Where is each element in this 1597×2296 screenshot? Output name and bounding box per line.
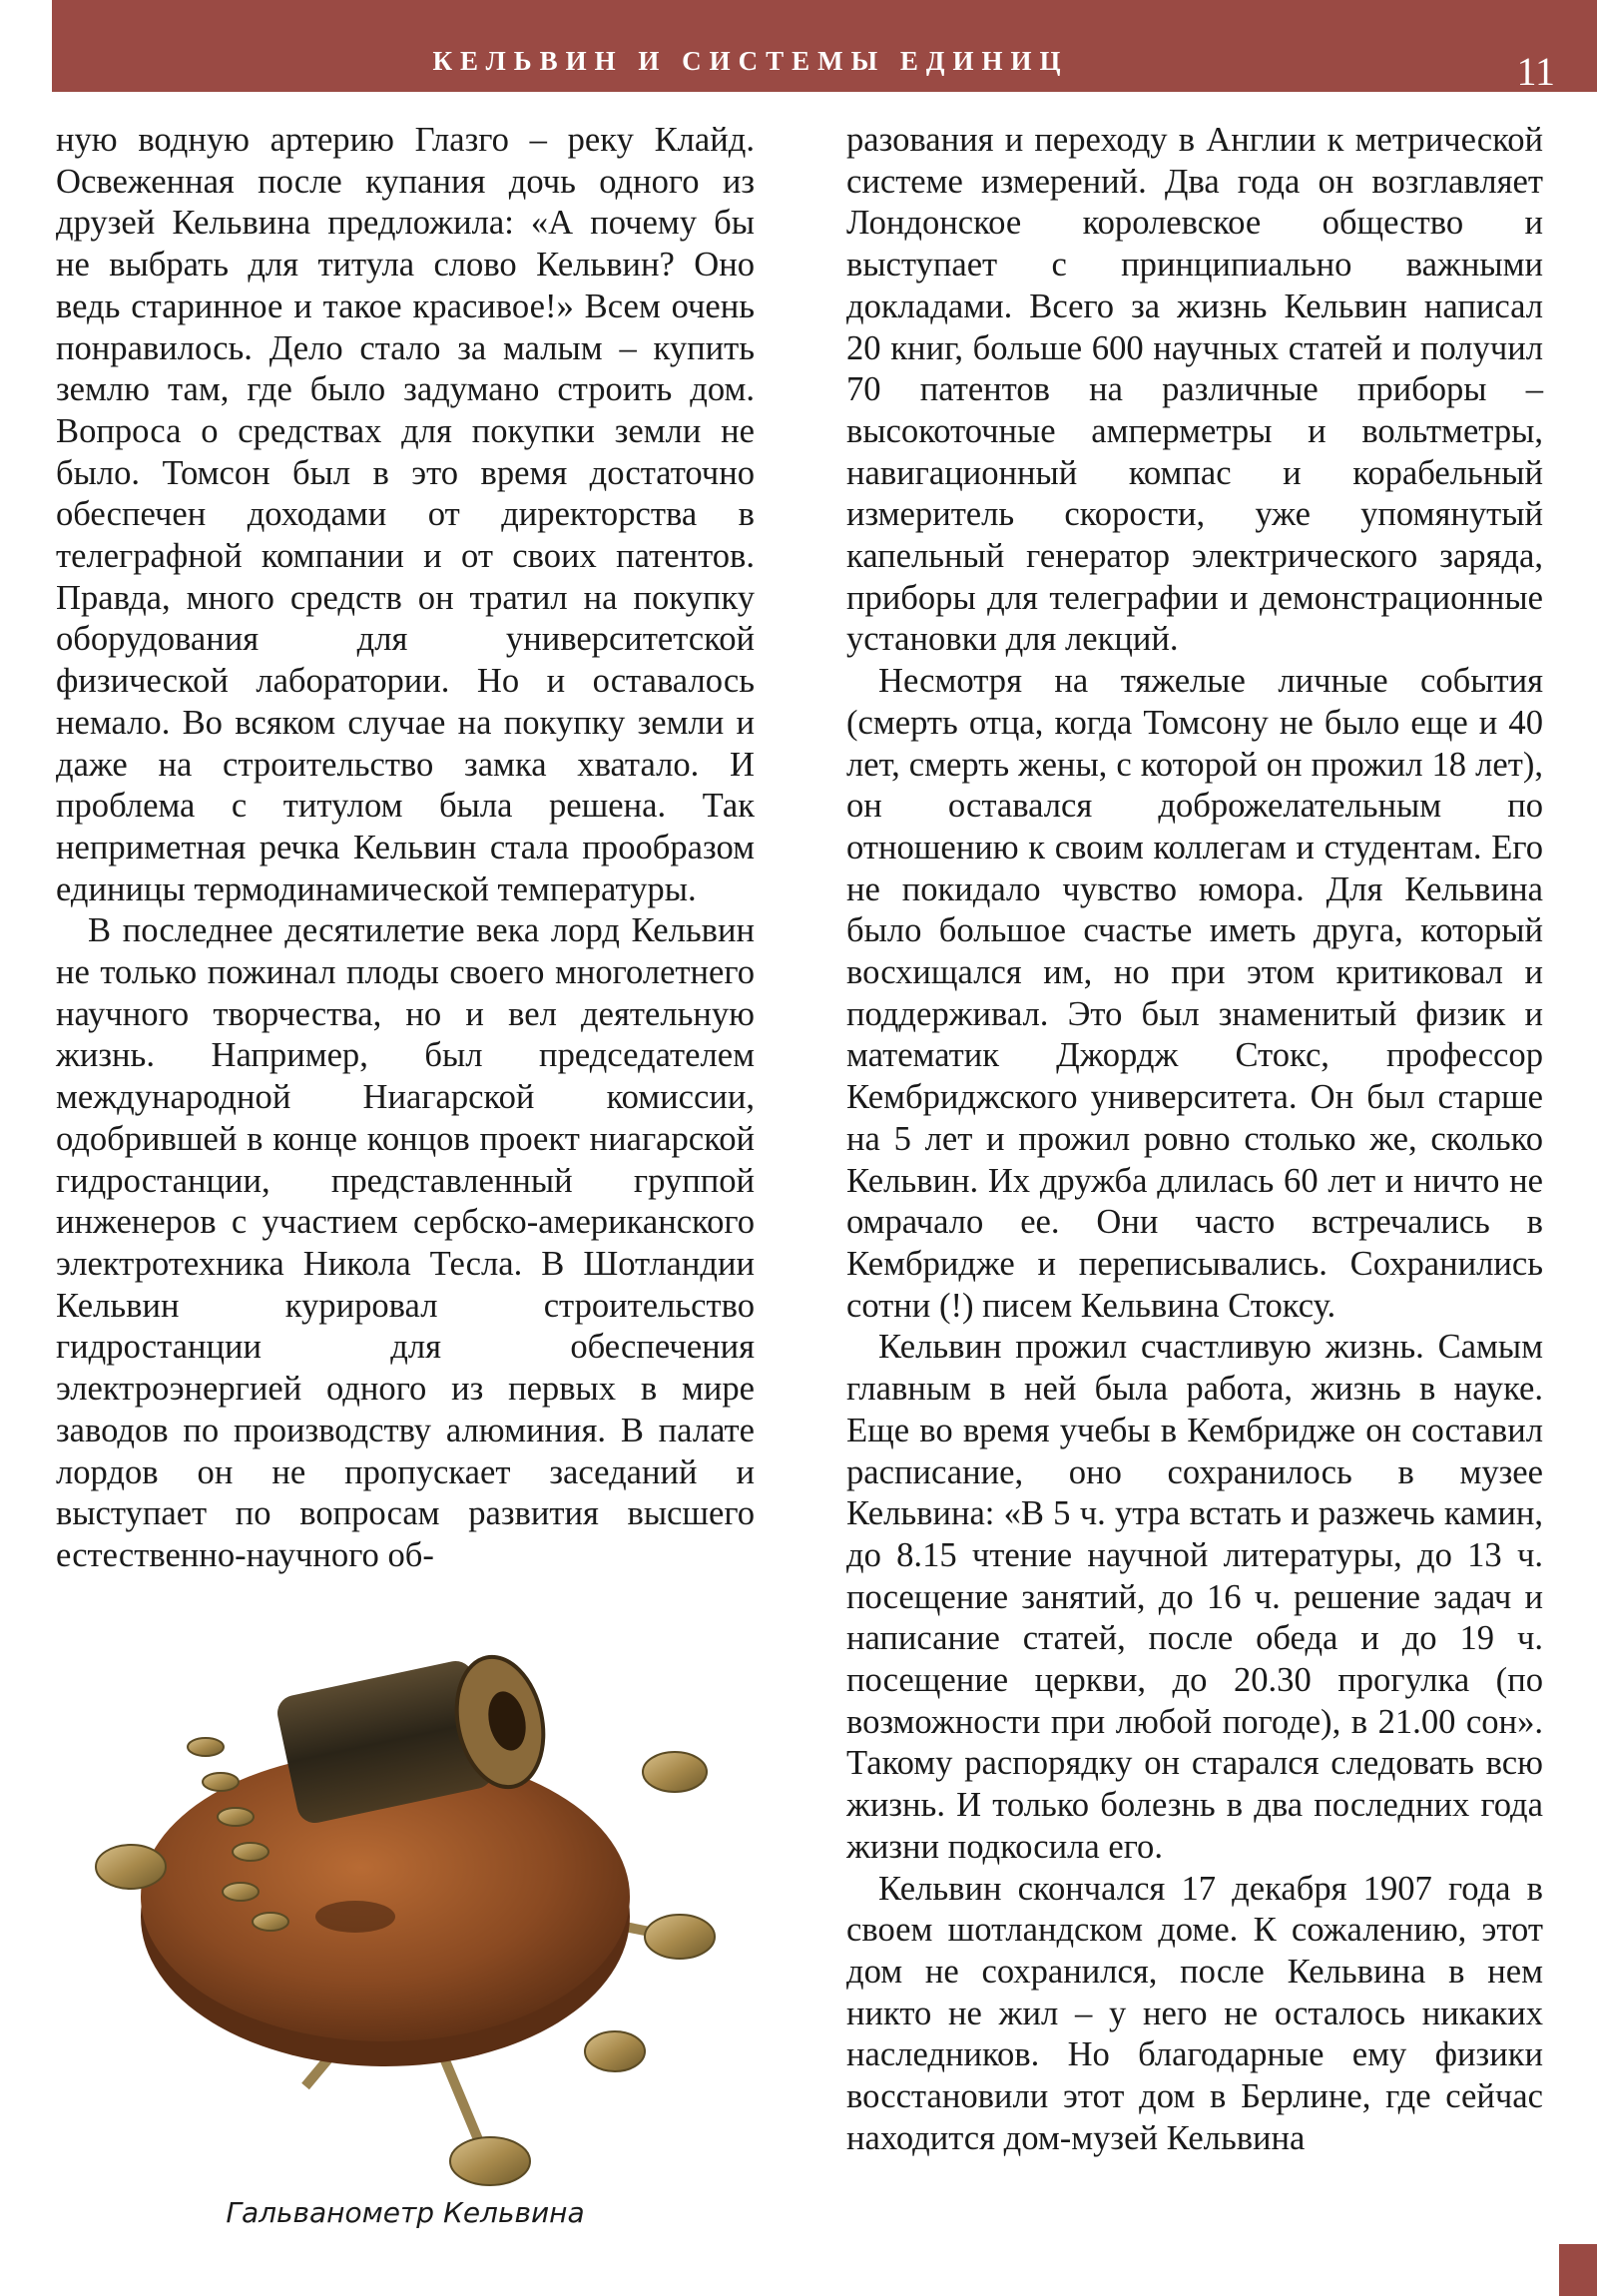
leveling-screw [96, 1845, 166, 1889]
header-bar [52, 0, 1597, 92]
leveling-screw [450, 2137, 530, 2185]
leveling-screw [645, 1915, 715, 1959]
galvanometer-illustration [56, 1617, 755, 2206]
terminal-knob [233, 1843, 268, 1861]
terminal-knob [223, 1883, 259, 1901]
leveling-screw [585, 2031, 645, 2071]
galvanometer-photo [56, 1617, 755, 2206]
corner-tab [1559, 2244, 1597, 2296]
terminal-knob [253, 1913, 288, 1931]
body-paragraph: ную водную артерию Глазго – реку Клайд. Освеженная после купания дочь одного из друзей Кельвина предложила: «А почему бы не выбрать для титула слово Кельвин? Оно ведь старинное и такое красивое!» Всем очень понравилось. Дело стало за малым – купить землю там, где было задумано строить дом. Вопроса о средствах для покупки земли не было. Томсон был в это время достаточно обеспечен доходами от директорства в телеграфной компании и от своих патентов. Правда, много средств он тратил на покупку оборудования для университетской физической лаборатории. Но и оставалось немало. Во всяком случае на покупку земли и даже на строительство замка хватало. И проблема с титулом была решена. Так неприметная речка Кельвин стала прообразом единицы термодинамической температуры. [56, 121, 755, 908]
body-paragraph: Кельвин скончался 17 декабря 1907 года в своем шотландском доме. К сожалению, этот дом не сохранился, после Кельвина в нем никто не жил – у него не осталось никаких наследников. Но благодарные ему физики восстановили этот дом в Берлине, где сейчас находится дом-музей Кельвина [846, 1869, 1543, 2157]
body-paragraph: Кельвин прожил счастливую жизнь. Самым главным в ней была работа, жизнь в науке. Еще во время учебы в Кембридже он составил расписание, оно сохранилось в музее Кельвина: «В 5 ч. утра встать и разжечь камин, до 8.15 чтение научной литературы, до 13 ч. посещение занятий, до 16 ч. решение задач и написание статей, после обеда и до 19 ч. посещение церкви, до 20.30 прогулка (по возможности при любой погоде), в 21.00 сон». Такому распорядку он старался следовать всю жизнь. И только болезнь в два последних года жизни подкосила его. [846, 1328, 1543, 1866]
terminal-knob [218, 1808, 254, 1826]
body-paragraph: разования и переходу в Англии к метрической системе измерений. Два года он возглавляет Лондонское королевское общество и выступает с принципиально важными докладами. Всего за жизнь Кельвин написал 20 книг, больше 600 научных статей и получил 70 патентов на различные приборы – высокоточные амперметры и вольтметры, навигационный компас и корабельный измеритель скорости, уже упомянутый капельный генератор электрического заряда, приборы для телеграфии и демонстрационные установки для лекций. [846, 121, 1543, 659]
left-column [56, 120, 755, 1577]
figure-caption: Гальванометр Кельвина [226, 2196, 585, 2229]
right-column [846, 120, 1543, 2159]
base-hole [315, 1901, 395, 1933]
terminal-knob [203, 1773, 239, 1791]
body-paragraph: Несмотря на тяжелые личные события (смерть отца, когда Томсону не было еще и 40 лет, смерть жены, с которой он прожил 18 лет), он оставался доброжелательным по отношению к своим коллегам и студентам. Его не покидало чувство юмора. Для Кельвина было большое счастье иметь друга, который восхищался им, но при этом критиковал и поддерживал. Это был знаменитый физик и математик Джордж Стокс, профессор Кембриджского университета. Он был старше на 5 лет и прожил ровно столько же, сколько Кельвин. Их дружба длилась 60 лет и ничто не омрачало ее. Они часто встречались в Кембридже и переписывались. Сохранились сотни (!) писем Кельвина Стоксу. [846, 662, 1543, 1325]
page-number: 11 [1516, 49, 1555, 94]
leveling-screw [643, 1752, 707, 1792]
terminal-knob [188, 1738, 224, 1756]
body-paragraph: В последнее десятилетие века лорд Кельвин не только пожинал плоды своего многолетнего научного творчества, но и вел деятельную жизнь. Например, был председателем международной Ниагарской комиссии, одобрившей в конце концов проект ниагарской гидростанции, представленный группой инженеров с участием сербско-американского электротехника Никола Тесла. В Шотландии Кельвин курировал строительство гидростанции для обеспечения электроэнергией одного из первых в мире заводов по производству алюминия. В палате лордов он не пропускает заседаний и выступает по вопросам развития высшего естественно-научного об- [56, 911, 755, 1574]
running-head: КЕЛЬВИН И СИСТЕМЫ ЕДИНИЦ [432, 46, 1069, 76]
